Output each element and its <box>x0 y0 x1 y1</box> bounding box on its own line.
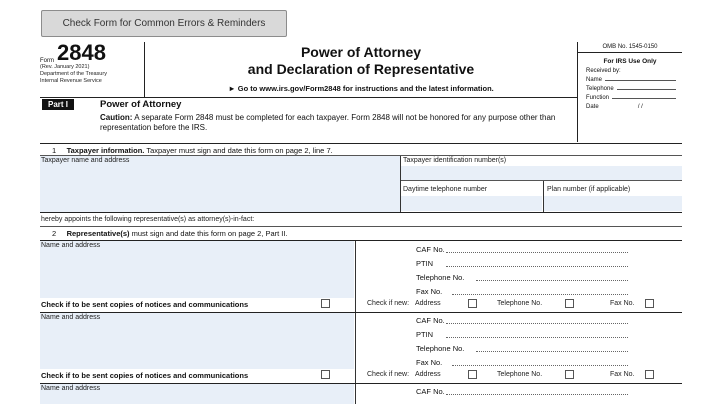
rep1-fax-checkbox[interactable] <box>645 299 654 308</box>
rep1-telephone-new-label: Telephone No. <box>497 300 543 307</box>
rep2-fax-label: Fax No. <box>416 358 443 367</box>
omb-number: OMB No. 1545-0150 <box>578 42 682 53</box>
rep1-check-new-label: Check if new: <box>367 300 410 307</box>
line1-heading <box>52 146 333 155</box>
daytime-phone-field[interactable] <box>401 196 542 211</box>
rep2-caf-field[interactable] <box>446 323 628 324</box>
date-label: Date <box>586 104 599 110</box>
taxpayer-name-address-field[interactable] <box>40 156 400 212</box>
rep1-caf-field[interactable] <box>446 252 628 253</box>
title-line-1: Power of Attorney <box>300 44 422 60</box>
plan-number-field[interactable] <box>544 196 682 211</box>
form-title <box>145 44 577 78</box>
function-row[interactable] <box>578 95 682 101</box>
rep1-name-address-label: Name and address <box>41 242 101 249</box>
caution-text <box>100 113 570 133</box>
rep2-check-new-row <box>367 371 441 378</box>
rep1-fax-label: Fax No. <box>416 287 443 296</box>
part-label: Part I <box>42 99 74 110</box>
tin-label: Taxpayer identification number(s) <box>403 157 507 164</box>
rep2-address-checkbox[interactable] <box>468 370 477 379</box>
rep1-copies-checkbox[interactable] <box>321 299 330 308</box>
received-by-label: Received by: <box>586 68 621 74</box>
service-line: Internal Revenue Service <box>40 78 102 84</box>
rep2-check-new-label: Check if new: <box>367 371 410 378</box>
rep1-fax-field[interactable] <box>452 294 628 295</box>
tin-field[interactable] <box>401 166 682 180</box>
caution-label: Caution: <box>100 113 133 122</box>
taxpayer-name-address-label: Taxpayer name and address <box>41 157 130 164</box>
rep2-telephone-field[interactable] <box>476 351 628 352</box>
form-number: 2848 <box>57 40 106 65</box>
rep2-ptin-field[interactable] <box>446 337 628 338</box>
rep2-telephone-new-label: Telephone No. <box>497 371 543 378</box>
rep1-name-address-field[interactable] <box>40 241 354 298</box>
date-slashes: / / <box>637 104 643 110</box>
caution-body: A separate Form 2848 must be completed for each taxpayer. Form 2848 will not be honored for any purpose other than representation before the IRS. <box>100 113 556 132</box>
part-title: Power of Attorney <box>100 99 182 110</box>
telephone-label: Telephone <box>586 86 614 92</box>
line1-title: Taxpayer information. <box>66 146 145 155</box>
rep2-caf-label: CAF No. <box>416 316 445 325</box>
telephone-row[interactable] <box>578 86 682 92</box>
daytime-phone-label: Daytime telephone number <box>403 186 488 193</box>
function-label: Function <box>586 95 610 101</box>
line2-heading <box>52 229 288 238</box>
rep1-telephone-checkbox[interactable] <box>565 299 574 308</box>
rep1-ptin-field[interactable] <box>446 266 628 267</box>
revision-date: (Rev. January 2021) <box>40 64 90 70</box>
form-id-block <box>40 42 145 97</box>
department-line: Department of the Treasury <box>40 71 107 77</box>
received-by-row <box>578 68 682 74</box>
rep2-fax-checkbox[interactable] <box>645 370 654 379</box>
rep2-ptin-label: PTIN <box>416 330 434 339</box>
irs-use-box <box>577 42 682 142</box>
line2-title: Representative(s) <box>66 229 130 238</box>
rep3-name-address-label: Name and address <box>41 385 101 392</box>
rep2-fax-new-label: Fax No. <box>610 371 635 378</box>
name-row[interactable] <box>578 77 682 83</box>
plan-number-label: Plan number (if applicable) <box>547 186 631 193</box>
check-form-button[interactable]: Check Form for Common Errors & Reminders <box>41 10 287 37</box>
rep3-caf-label: CAF No. <box>416 387 445 396</box>
line1-number: 1 <box>52 146 57 155</box>
line2-number: 2 <box>52 229 57 238</box>
name-label: Name <box>586 77 603 83</box>
rep2-name-address-label: Name and address <box>41 314 101 321</box>
title-line-2: and Declaration of Representative <box>247 61 475 77</box>
rep2-fax-field[interactable] <box>452 365 628 366</box>
line2-text: must sign and date this form on page 2, Part II. <box>129 229 288 238</box>
rep2-copies-checkbox[interactable] <box>321 370 330 379</box>
rep1-address-label: Address <box>414 300 441 307</box>
rep1-ptin-label: PTIN <box>416 259 434 268</box>
rep2-telephone-checkbox[interactable] <box>565 370 574 379</box>
instructions-link[interactable]: ► Go to www.irs.gov/Form2848 for instructions and the latest information. <box>228 84 494 93</box>
appoints-text: hereby appoints the following representative(s) as attorney(s)-in-fact: <box>41 216 255 223</box>
date-row[interactable] <box>578 104 682 110</box>
rep1-caf-label: CAF No. <box>416 245 445 254</box>
line1-text: Taxpayer must sign and date this form on page 2, line 7. <box>144 146 333 155</box>
rep1-telephone-field[interactable] <box>476 280 628 281</box>
rep1-check-new-row <box>367 300 441 307</box>
rep1-copies-label: Check if to be sent copies of notices and communications <box>41 300 249 309</box>
rep1-telephone-label: Telephone No. <box>416 273 465 282</box>
rep2-copies-label: Check if to be sent copies of notices and communications <box>41 371 249 380</box>
rep3-caf-field[interactable] <box>446 394 628 395</box>
irs-use-heading: For IRS Use Only <box>603 58 657 65</box>
rep2-telephone-label: Telephone No. <box>416 344 465 353</box>
rep2-address-label: Address <box>414 371 441 378</box>
form-word: Form <box>40 58 54 64</box>
rep2-name-address-field[interactable] <box>40 313 354 369</box>
rep1-address-checkbox[interactable] <box>468 299 477 308</box>
rep1-fax-new-label: Fax No. <box>610 300 635 307</box>
